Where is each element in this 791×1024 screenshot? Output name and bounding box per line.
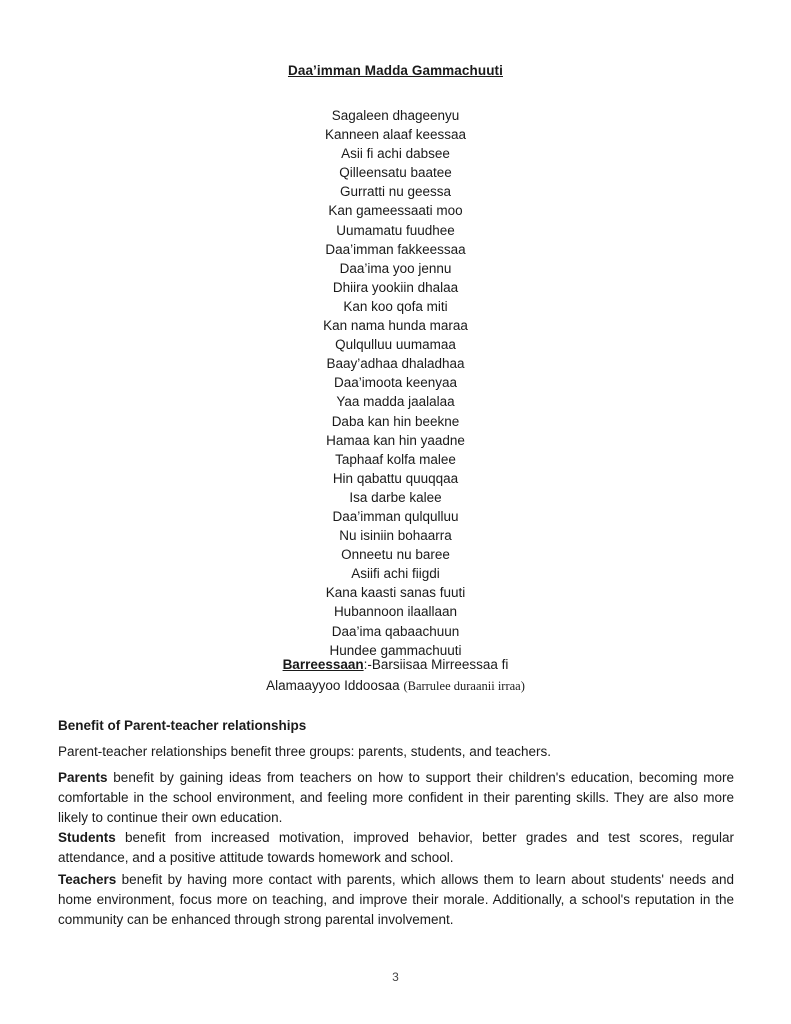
paragraph-text: benefit by having more contact with parents, which allows them to learn about students' needs and home environment, focus more on teaching, and improve their morale. Additionally, a school's reputation in the community can be enhanced through strong parental involvement.	[58, 872, 734, 927]
credit-authors-1: :-Barsiisaa Mirreessaa fi	[363, 657, 509, 672]
poem-line: Yaa madda jaalalaa	[336, 394, 455, 410]
poem-line: Onneetu nu baree	[341, 547, 450, 563]
credit-label: Barreessaan	[282, 657, 364, 672]
poem-line: Sagaleen dhageenyu	[331, 108, 460, 123]
poem-line: Hubannoon ilaallaan	[333, 604, 458, 620]
paragraph-teachers	[58, 870, 734, 930]
section-intro: Parent-teacher relationships benefit three groups: parents, students, and teachers.	[58, 744, 552, 759]
poem-line: Asiifi achi fiigdi	[351, 566, 440, 582]
poem-line: Uumamatu fuudhee	[336, 222, 455, 238]
paragraph-lead: Students	[58, 830, 116, 845]
poem-line: Taphaaf kolfa malee	[335, 451, 456, 467]
page-number: 3	[392, 970, 399, 984]
poem-line: Isa darbe kalee	[349, 489, 442, 505]
poem-line: Qilleensatu baatee	[339, 165, 452, 181]
paragraph-text: benefit by gaining ideas from teachers on how to support their children's education, becoming more comfortable in the school environment, and feeling more confident in their parenting skills. They are also more likely to continue their own education.	[58, 770, 734, 825]
poem-line: Dhiira yookiin dhalaa	[332, 279, 459, 295]
poem-line: Daa’imoota keenyaa	[333, 375, 458, 391]
poem-line: Kan nama hunda maraa	[323, 318, 468, 334]
poem-line: Nu isiniin bohaarra	[339, 528, 452, 544]
credit-authors-2: Alamaayyoo Iddoosaa	[266, 678, 404, 693]
poem-line: Qulqulluu uumamaa	[335, 337, 456, 353]
poem-line: Baay’adhaa dhaladhaa	[326, 356, 465, 372]
paragraph-text: benefit from increased motivation, improved behavior, better grades and test scores, regular attendance, and a positive attitude towards homework and school.	[58, 830, 734, 865]
poem-line: Hamaa kan hin yaadne	[326, 432, 465, 448]
poem-line: Kan gameessaati moo	[328, 203, 463, 219]
poem	[0, 106, 791, 660]
paragraph-lead: Parents	[58, 770, 108, 785]
section-heading: Benefit of Parent-teacher relationships	[58, 718, 307, 733]
poem-line: Kanneen alaaf keessaa	[324, 127, 467, 143]
credit-note: (Barrulee duraanii irraa)	[403, 679, 525, 693]
poem-line: Kan koo qofa miti	[343, 298, 448, 314]
poem-line: Daa’ima yoo jennu	[339, 260, 452, 276]
poem-line: Daa’imman qulqulluu	[332, 508, 459, 524]
poem-line: Hin qabattu quuqqaa	[332, 470, 459, 486]
poem-line: Daa’ima qabaachuun	[331, 623, 460, 639]
poem-title: Daa’imman Madda Gammachuuti	[287, 63, 503, 78]
poem-line: Gurratti nu geessa	[339, 184, 452, 200]
paragraph-lead: Teachers	[58, 872, 117, 887]
poem-credit	[0, 654, 791, 696]
paragraph-parents	[58, 768, 734, 828]
poem-line: Hundee gammachuuti	[329, 642, 462, 658]
poem-line: Asii fi achi dabsee	[341, 146, 450, 162]
paragraph-students	[58, 828, 734, 868]
poem-line: Daa’imman fakkeessaa	[325, 241, 466, 257]
poem-line: Kana kaasti sanas fuuti	[325, 585, 466, 601]
poem-line: Daba kan hin beekne	[331, 413, 460, 429]
